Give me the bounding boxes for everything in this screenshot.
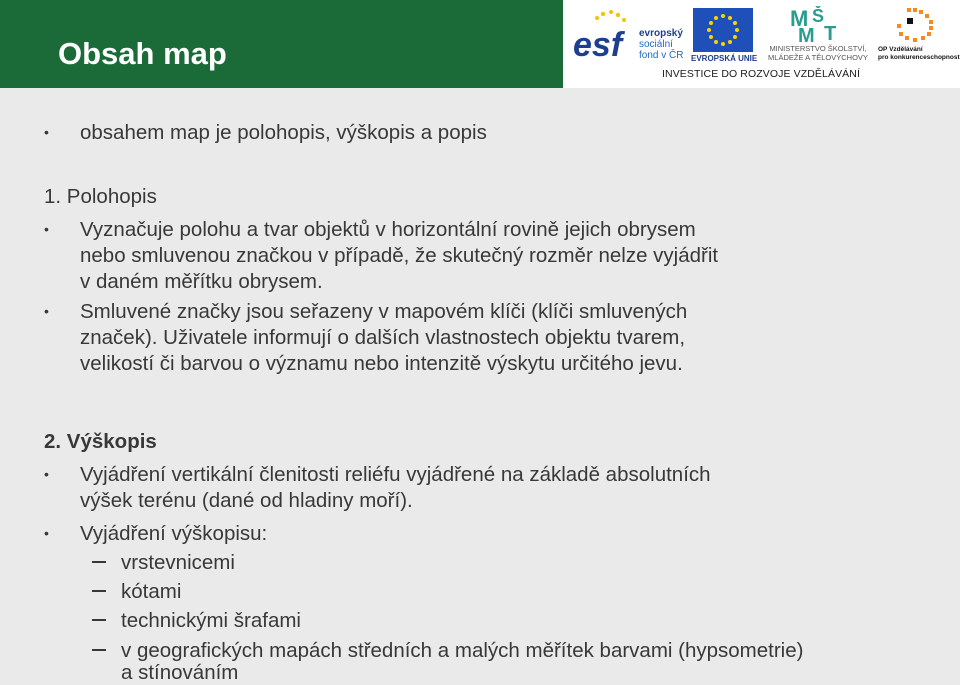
slide-title: Obsah map [58,36,227,71]
eu-label: EVROPSKÁ UNIE [691,54,758,63]
subitem-hypsometrie: v geografických mapách středních a malých měřítek barvami (hypsometrie) [121,639,804,662]
bullet-icon: • [44,525,49,541]
dash-icon [92,619,106,621]
section1-heading: 1. Polohopis [44,185,157,208]
subitem-hypsometrie-cont: a stínováním [121,661,239,684]
title-bar [0,0,563,88]
section2-b1-line1: Vyjádření vertikální členitosti reliéfu vyjádřené na základě absolutních [80,463,711,486]
section1-b1-line3: v daném měřítku obrysem. [80,270,323,293]
slide-content [0,88,960,684]
subitem-koty: kótami [121,580,182,603]
svg-text:esf: esf [573,26,623,60]
section2-b1-line2: výšek terénu (dané od hladiny moří). [80,489,413,512]
dash-icon [92,561,106,563]
bullet-icon: • [44,466,49,482]
section1-b1-line1: Vyznačuje polohu a tvar objektů v horizontální rovině jejich obrysem [80,218,696,241]
bullet-icon: • [44,221,49,237]
op-logo-icon [893,6,939,46]
dash-icon [92,649,106,651]
section1-b2-line3: velikostí či barvou o významu nebo intenzitě výskytu určitého jevu. [80,352,683,375]
svg-text:Š: Š [812,6,825,26]
msmt-logo-text: MINISTERSTVO ŠKOLSTVÍ, MLÁDEŽE A TĚLOVÝCHOVY [768,44,868,62]
bullet-icon: • [44,303,49,319]
dash-icon [92,590,106,592]
op-logo-text: OP Vzdělávání pro konkurenceschopnost [878,46,960,61]
esf-logo-icon [573,8,635,60]
logo-strip [563,0,960,88]
eu-flag-icon [693,8,753,52]
subitem-vrstevnice: vrstevnicemi [121,551,235,574]
section1-b1-line2: nebo smluvenou značkou v případě, že skutečný rozměr nelze vyjádřit [80,244,719,267]
msmt-logo-icon [788,6,848,44]
subitem-srafy: technickými šrafami [121,609,301,632]
bullet-icon: • [44,124,49,140]
svg-text:T: T [824,23,837,44]
svg-text:M: M [798,25,815,44]
section2-heading: 2. Výškopis [44,430,157,453]
investice-slogan: INVESTICE DO ROZVOJE VZDĚLÁVÁNÍ [662,68,860,80]
section1-b2-line1: Smluvené značky jsou seřazeny v mapovém klíči (klíči smluvených [80,300,688,323]
esf-logo-text: evropský sociální fond v ČR [639,28,684,61]
intro-text: obsahem map je polohopis, výškopis a popis [80,121,487,144]
section1-b2-line2: značek). Uživatele informují o dalších vlastnostech objektu tvarem, [80,326,686,349]
section2-b2: Vyjádření výškopisu: [80,522,268,545]
svg-text:M: M [790,6,809,31]
slide-header [0,0,960,88]
